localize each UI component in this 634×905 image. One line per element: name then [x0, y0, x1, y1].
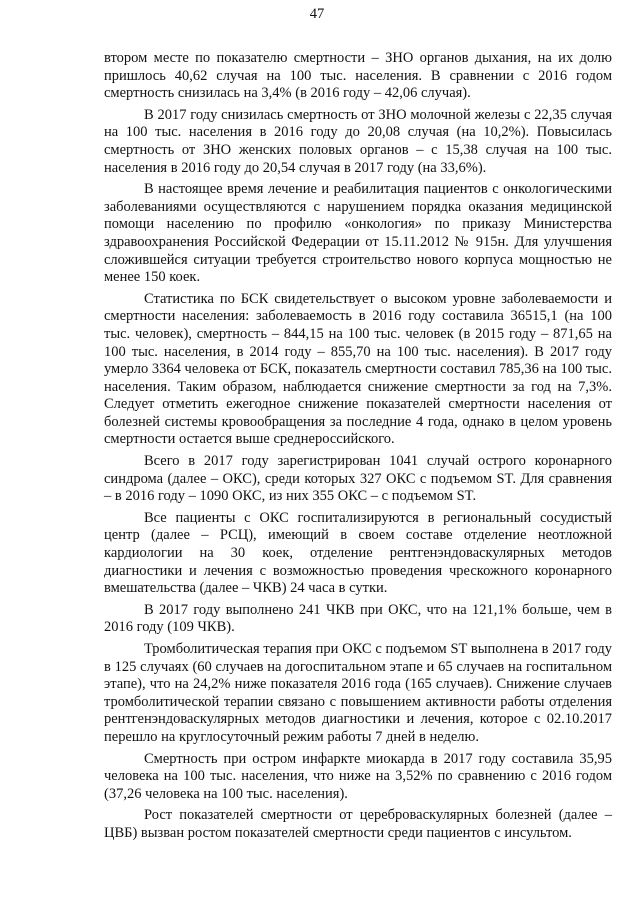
paragraph-pci-count: В 2017 году выполнено 241 ЧКВ при ОКС, что на 121,1% больше, чем в 2016 году (109 ЧКВ).: [104, 601, 612, 636]
paragraph-bsk-statistics: Статистика по БСК свидетельствует о высоком уровне заболеваемости и смертности населения: заболеваемость в 2016 году составила 36515,1 (на 100 тыс. человек), смертность – 844,15 на 100 тыс. человек (в 2015 году – 871,65 на 100 тыс. населения, в 2014 году – 855,70 на 100 тыс. населения). В 2017 году умерло 3364 человека от БСК, показатель смертности составил 785,36 на 100 тыс. населения. Таким образом, наблюдается снижение смертности за год на 7,3%. Следует отметить ежегодное снижение показателей смертности населения от болезней системы кровообращения за последние 4 года, однако в целом уровень смертности остается выше среднероссийского.: [104, 290, 612, 448]
paragraph-oncology-treatment: В настоящее время лечение и реабилитация пациентов с онкологическими заболеваниями осуществляются с нарушением порядка оказания медицинской помощи населению по профилю «онкология» по приказу Министерства здравоохранения Российской Федерации от 15.11.2012 № 915н. Для улучшения сложившейся ситуации требуется строительство нового корпуса мощностью не менее 150 коек.: [104, 181, 612, 286]
document-body: [104, 50, 612, 843]
paragraph-regional-vascular-center: Все пациенты с ОКС госпитализируются в региональный сосудистый центр (далее – РСЦ), имеющий в своем составе отделение неотложной кардиологии на 30 коек, отделение рентгенэндоваскулярных методов диагностики и лечения с возможностью проведения чрескожного коронарного вмешательства (далее – ЧКВ) 24 часа в сутки.: [104, 509, 612, 597]
paragraph-mi-mortality: Смертность при остром инфаркте миокарда в 2017 году составила 35,95 человека на 100 тыс. населения, что ниже на 3,52% по сравнению с 2016 годом (37,26 человека на 100 тыс. населения).: [104, 750, 612, 802]
paragraph-acs-cases: Всего в 2017 году зарегистрирован 1041 случай острого коронарного синдрома (далее – ОКС), среди которых 327 ОКС с подъемом ST. Для сравнения – в 2016 году – 1090 ОКС, из них 355 ОКС – с подъемом ST.: [104, 453, 612, 505]
page-number: 47: [309, 6, 325, 22]
paragraph-respiratory-cancer-mortality: втором месте по показателю смертности – ЗНО органов дыхания, на их долю пришлось 40,62 случая на 100 тыс. населения. В сравнении с 2016 годом смертность снизилась на 3,4% (в 2016 году – 42,06 случая).: [104, 50, 612, 102]
paragraph-cvd-mortality: Рост показателей смертности от цереброваскулярных болезней (далее – ЦВБ) вызван ростом показателей смертности среди пациентов с инсультом.: [104, 807, 612, 841]
paragraph-thrombolytic-therapy: Тромболитическая терапия при ОКС с подъемом ST выполнена в 2017 году в 125 случаях (60 случаев на догоспитальном этапе и 65 случаев на госпитальном этапе), что на 24,2% ниже показателя 2016 года (165 случаев). Снижение случаев тромболитической терапии связано с повышением активности работы отделения рентгенэндоваскулярных методов диагностики и лечения, которое с 02.10.2017 перешло на круглосуточный режим работы 7 дней в неделю.: [104, 641, 612, 745]
paragraph-breast-cancer-mortality: В 2017 году снизилась смертность от ЗНО молочной железы с 22,35 случая на 100 тыс. населения в 2016 году до 20,08 случая (на 10,2%). Повысилась смертность от ЗНО женских половых органов – с 15,38 случая на 100 тыс. населения в 2016 году до 20,54 случая в 2017 году (на 33,6%).: [104, 106, 612, 176]
